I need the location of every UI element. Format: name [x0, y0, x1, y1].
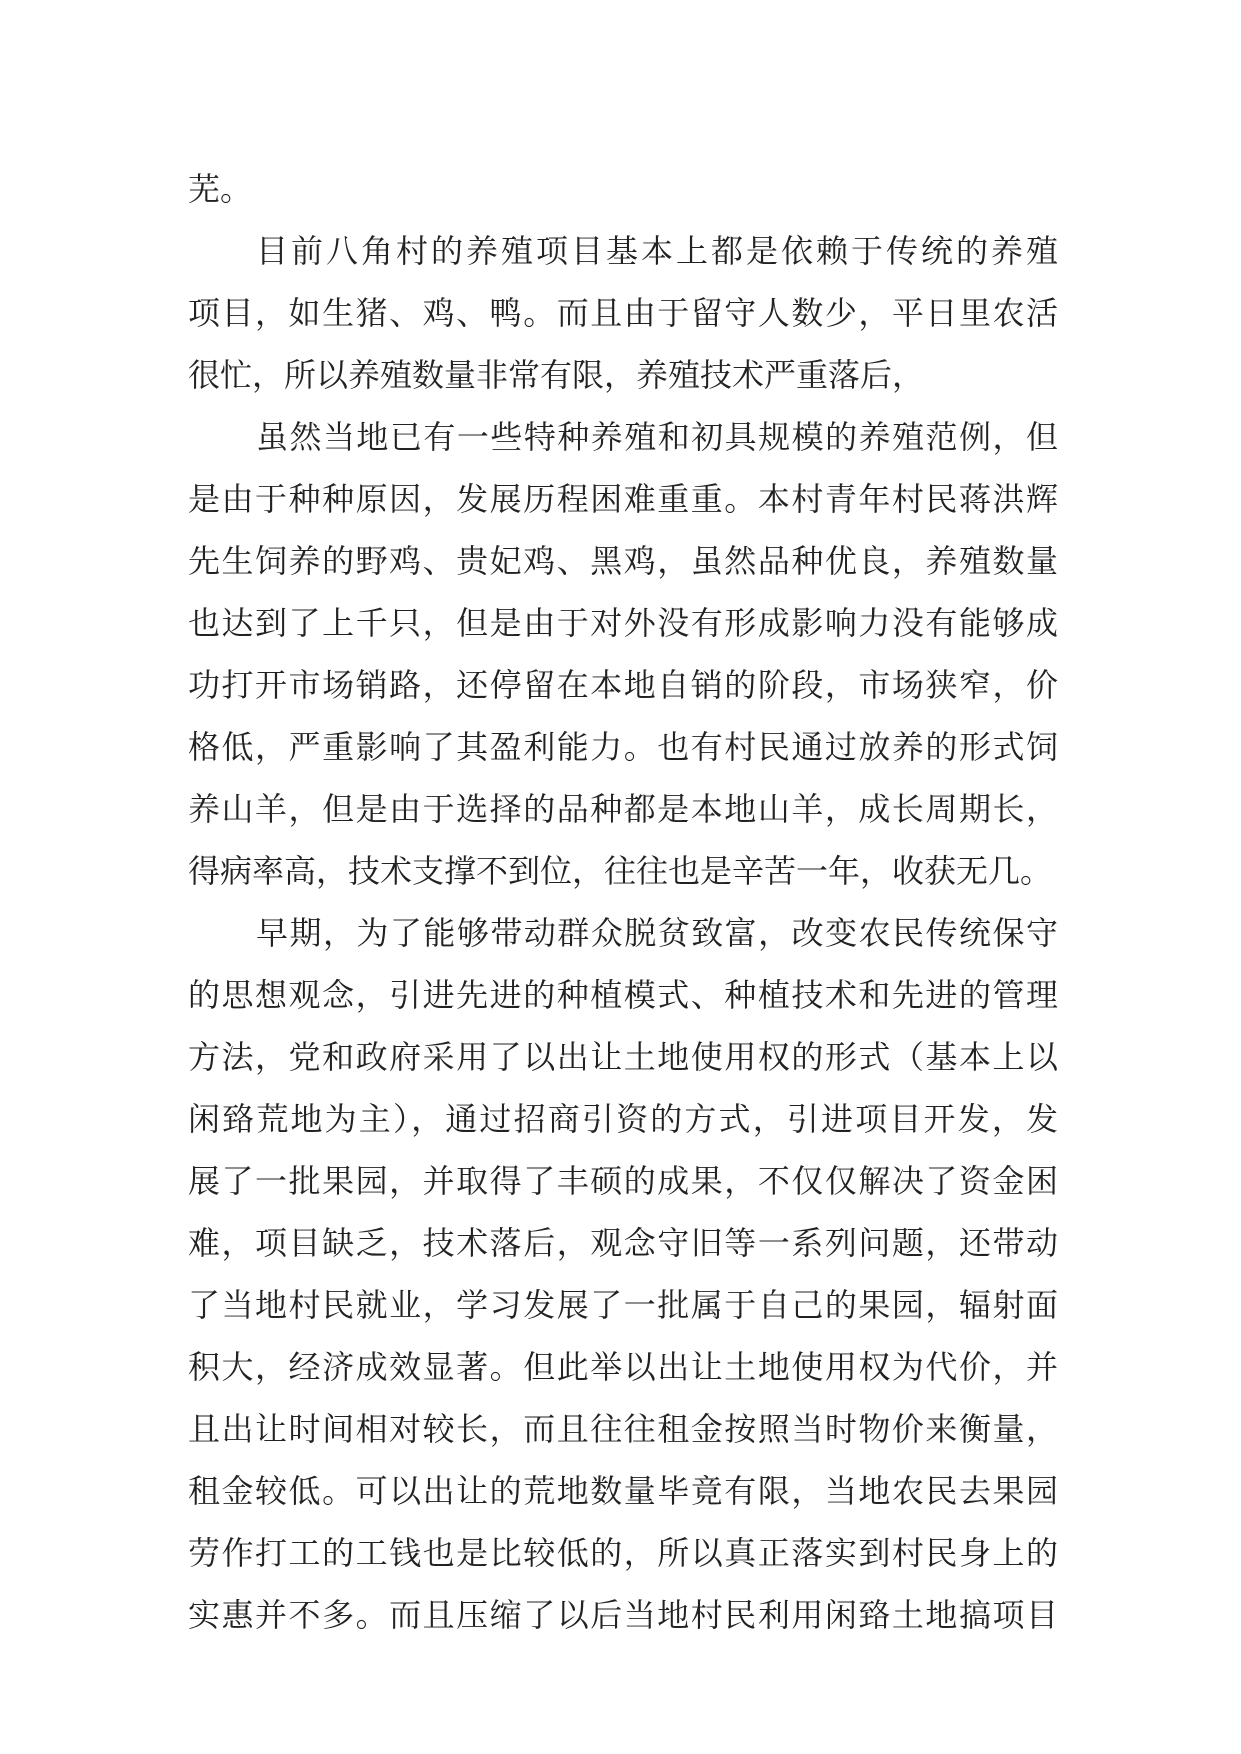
text-line: 难，项目缺乏，技术落后，观念守旧等一系列问题，还带动: [188, 1224, 1058, 1262]
text-line: 得病率高，技术支撑不到位，往往也是辛苦一年，收获无几。: [188, 852, 1053, 890]
paragraph-first-line: 虽然当地已有一些特种养殖和初具规模的养殖范例，但: [256, 418, 1058, 456]
text-line: 先生饲养的野鸡、贵妃鸡、黑鸡，虽然品种优良，养殖数量: [188, 542, 1058, 580]
text-line: 项目，如生猪、鸡、鸭。而且由于留守人数少，平日里农活: [188, 294, 1058, 332]
text-line: 格低，严重影响了其盈利能力。也有村民通过放养的形式饲: [188, 728, 1058, 766]
text-line: 方法，党和政府采用了以出让土地使用权的形式（基本上以: [188, 1038, 1058, 1076]
body-text: [188, 158, 1058, 1646]
text-line: 展了一批果园，并取得了丰硕的成果，不仅仅解决了资金困: [188, 1162, 1058, 1200]
text-line: 功打开市场销路，还停留在本地自销的阶段，市场狭窄，价: [188, 666, 1058, 704]
paragraph-first-line: 早期，为了能够带动群众脱贫致富，改变农民传统保守: [256, 914, 1058, 952]
text-line: 了当地村民就业，学习发展了一批属于自己的果园，辐射面: [188, 1286, 1058, 1324]
text-line: 很忙，所以养殖数量非常有限，养殖技术严重落后，: [188, 356, 925, 394]
text-line: 是由于种种原因，发展历程困难重重。本村青年村民蒋洪辉: [188, 480, 1058, 518]
text-line: 养山羊，但是由于选择的品种都是本地山羊，成长周期长，: [188, 790, 1058, 828]
text-line: 实惠并不多。而且压缩了以后当地村民利用闲臵土地搞项目: [188, 1596, 1058, 1634]
text-line: 且出让时间相对较长，而且往往租金按照当时物价来衡量，: [188, 1410, 1058, 1448]
text-line: 的思想观念，引进先进的种植模式、种植技术和先进的管理: [188, 976, 1058, 1014]
text-line: 闲臵荒地为主），通过招商引资的方式，引进项目开发，发: [188, 1100, 1058, 1138]
text-line: 芜。: [188, 170, 253, 208]
text-line: 也达到了上千只，但是由于对外没有形成影响力没有能够成: [188, 604, 1058, 642]
text-line: 劳作打工的工钱也是比较低的，所以真正落实到村民身上的: [188, 1534, 1058, 1572]
paragraph-first-line: 目前八角村的养殖项目基本上都是依赖于传统的养殖: [256, 232, 1058, 270]
text-line: 租金较低。可以出让的荒地数量毕竟有限，当地农民去果园: [188, 1472, 1058, 1510]
text-line: 积大，经济成效显著。但此举以出让土地使用权为代价，并: [188, 1348, 1058, 1386]
